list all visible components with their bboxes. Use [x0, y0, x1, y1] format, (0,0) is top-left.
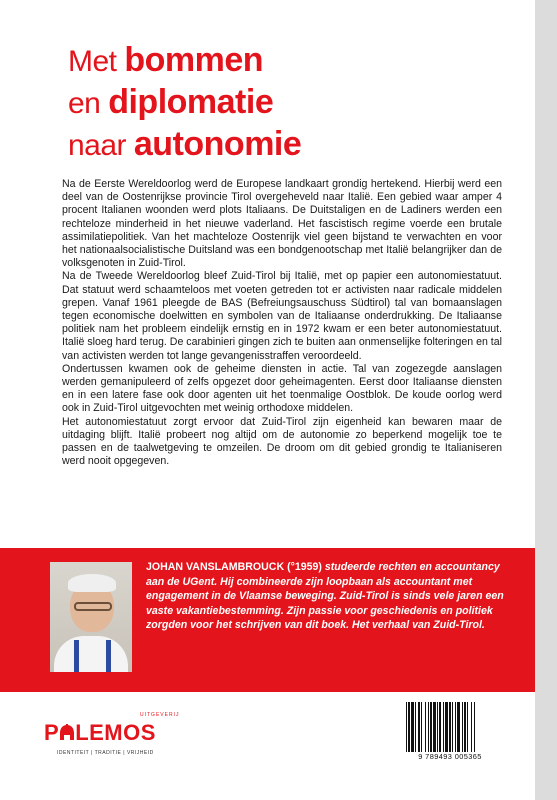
barcode-bar — [439, 702, 441, 752]
barcode-bar — [449, 702, 451, 752]
barcode-icon — [406, 702, 496, 752]
barcode-bar — [471, 702, 472, 752]
barcode-bar — [433, 702, 436, 752]
isbn-barcode — [400, 702, 500, 760]
author-photo — [50, 562, 132, 672]
barcode-bar — [418, 702, 420, 752]
isbn-number: 9 789493 005365 — [418, 752, 482, 761]
title-line-2: en diplomatie — [68, 83, 274, 121]
barcode-bar — [467, 702, 468, 752]
blurb-paragraph: Ondertussen kwamen ook de geheime diensten in actie. Tal van zogezegde aanslagen werden gemanipuleerd of zelfs opgezet door geheimagenten. Eerst door Italiaanse diensten en in een latere fase ook door agenten uit het toenmalige Oostblok. De koude oorlog werd ook in Zuid-Tirol uitgevochten met weinig orthodoxe middelen. — [62, 362, 502, 415]
barcode-bar — [428, 702, 429, 752]
barcode-bar — [462, 702, 463, 752]
barcode-bar — [474, 702, 475, 752]
blurb-paragraph: Na de Eerste Wereldoorlog werd de Europese landkaart grondig hertekend. Hierbij werd een deel van de Oostenrijkse provincie Tirol overgeheveld naar Italië. Een gebied waar amper 4 procent Italianen woonden werd plots Italiaans. De Duitstaligen en de Ladiners werden een rechteloze minderheid in het nieuwe vaderland. Het fascistisch regime voerde een brutale assimilatiepolitiek. Van het machteloze Oostenrijk viel geen bijstand te verwachten en voor het nationaalsocialistische Duitsland was een bondgenootschap met Italië belangrijker dan de volksgenoten in Zuid-Tirol. — [62, 178, 502, 270]
title-line-3: naar autonomie — [68, 125, 302, 163]
barcode-bar — [437, 702, 438, 752]
barcode-bar — [455, 702, 456, 752]
author-name: JOHAN VANSLAMBROUCK — [146, 561, 285, 573]
blurb-paragraph: Het autonomiestatuut zorgt ervoor dat Zuid-Tirol zijn eigenheid kan bewaren maar de uitdaging blijft. Italië probeert nog altijd om de autonomie zo beperkend mogelijk toe te passen en de taalwetgeving te omzeilen. De droom om dit gebied grondig te Italianiseren werd nooit opgegeven. — [62, 415, 502, 468]
barcode-bar — [421, 702, 422, 752]
publisher-name: P LEMOS — [44, 720, 156, 745]
barcode-bar — [408, 702, 410, 752]
spine-edge — [535, 0, 557, 800]
barcode-bar — [425, 702, 426, 752]
barcode-bar — [464, 702, 466, 752]
barcode-bar — [445, 702, 448, 752]
publisher-small-label: UITGEVERIJ — [140, 712, 180, 718]
author-bio-text: studeerde rechten en accountancy aan de UGent. Hij combineerde zijn loopbaan als accountant met engagement in de Vlaamse beweging. Zuid-Tirol is sinds vele jaren een vaste vakantiebestemming. Zijn passie voor geschiedenis en politiek zorgden voor het schrijven van dit boek. Het verhaal van Zuid-Tirol. — [146, 561, 504, 632]
cover-title — [68, 40, 301, 166]
author-bio — [146, 560, 514, 633]
author-year: (°1959) — [284, 561, 322, 573]
blurb-paragraph: Na de Tweede Wereldoorlog bleef Zuid-Tirol bij Italië, met op papier een autonomiestatuut. Dat statuut werd schaamteloos met voeten getreden tot er activisten naar radicale middelen grepen. Vanaf 1961 pleegde de BAS (Befreiungsauschuss Südtirol) tal van bomaanslagen tegen economische doelwitten en symbolen van de Italiaanse onderdrukking. De Italiaanse politiek nam het probleem eindelijk ernstig en in 1972 kwam er een beter autonomiestatuut. Italië sloeg hard terug. De carabinieri gingen zich te buiten aan onmenselijke folteringen en tal van activisten werden tot lange gevangenisstraffen veroordeeld. — [62, 270, 502, 362]
barcode-bar — [443, 702, 444, 752]
barcode-bar — [415, 702, 416, 752]
barcode-bar — [457, 702, 460, 752]
barcode-bar — [411, 702, 414, 752]
publisher-tagline: IDENTITEIT | TRADITIE | VRIJHEID — [57, 750, 154, 756]
barcode-bar — [406, 702, 407, 752]
title-line-1: Met bommen — [68, 41, 264, 79]
barcode-bar — [430, 702, 432, 752]
publisher-logo — [44, 712, 179, 760]
blurb-text — [62, 178, 502, 468]
helmet-icon — [59, 724, 75, 742]
barcode-bar — [452, 702, 453, 752]
